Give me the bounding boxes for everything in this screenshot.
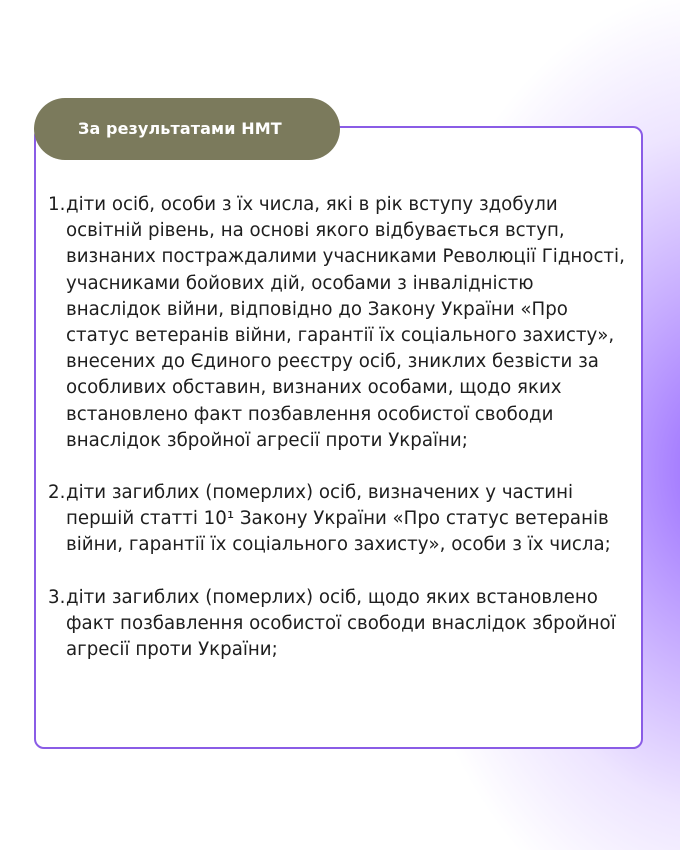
list-item-number: 2. — [48, 482, 66, 504]
list-item — [48, 585, 628, 664]
list-item-text: діти загиблих (померлих) осіб, визначених у частині першій статті 10¹ Закону України «Про статус ветеранів війни, гарантії їх соціального захисту», особи з їх числа; — [66, 482, 611, 556]
section-tag: За результатами НМТ — [34, 98, 340, 160]
list-item-text: діти осіб, особи з їх числа, які в рік вступу здобули освітній рівень, на основі якого відбувається вступ, визнаних постраждалими учасниками Революції Гідності, учасниками бойових дій, особами з інвалідністю внаслідок війни, відповідно до Закону України «Про статус ветеранів війни, гарантії їх соціального захисту», внесених до Єдиного реєстру осіб, зниклих безвісти за особливих обставин, визнаних особами, щодо яких встановлено факт позбавлення особистої свободи внаслідок збройної агресії проти України; — [66, 194, 625, 451]
list-item-number: 3. — [48, 586, 66, 608]
list-item — [48, 480, 628, 559]
list-item-number: 1. — [48, 194, 66, 215]
list-item — [48, 192, 628, 454]
criteria-list — [48, 192, 628, 663]
list-item-text: діти загиблих (померлих) осіб, щодо яких встановлено факт позбавлення особистої свободи внаслідок збройної агресії проти України; — [66, 586, 616, 661]
